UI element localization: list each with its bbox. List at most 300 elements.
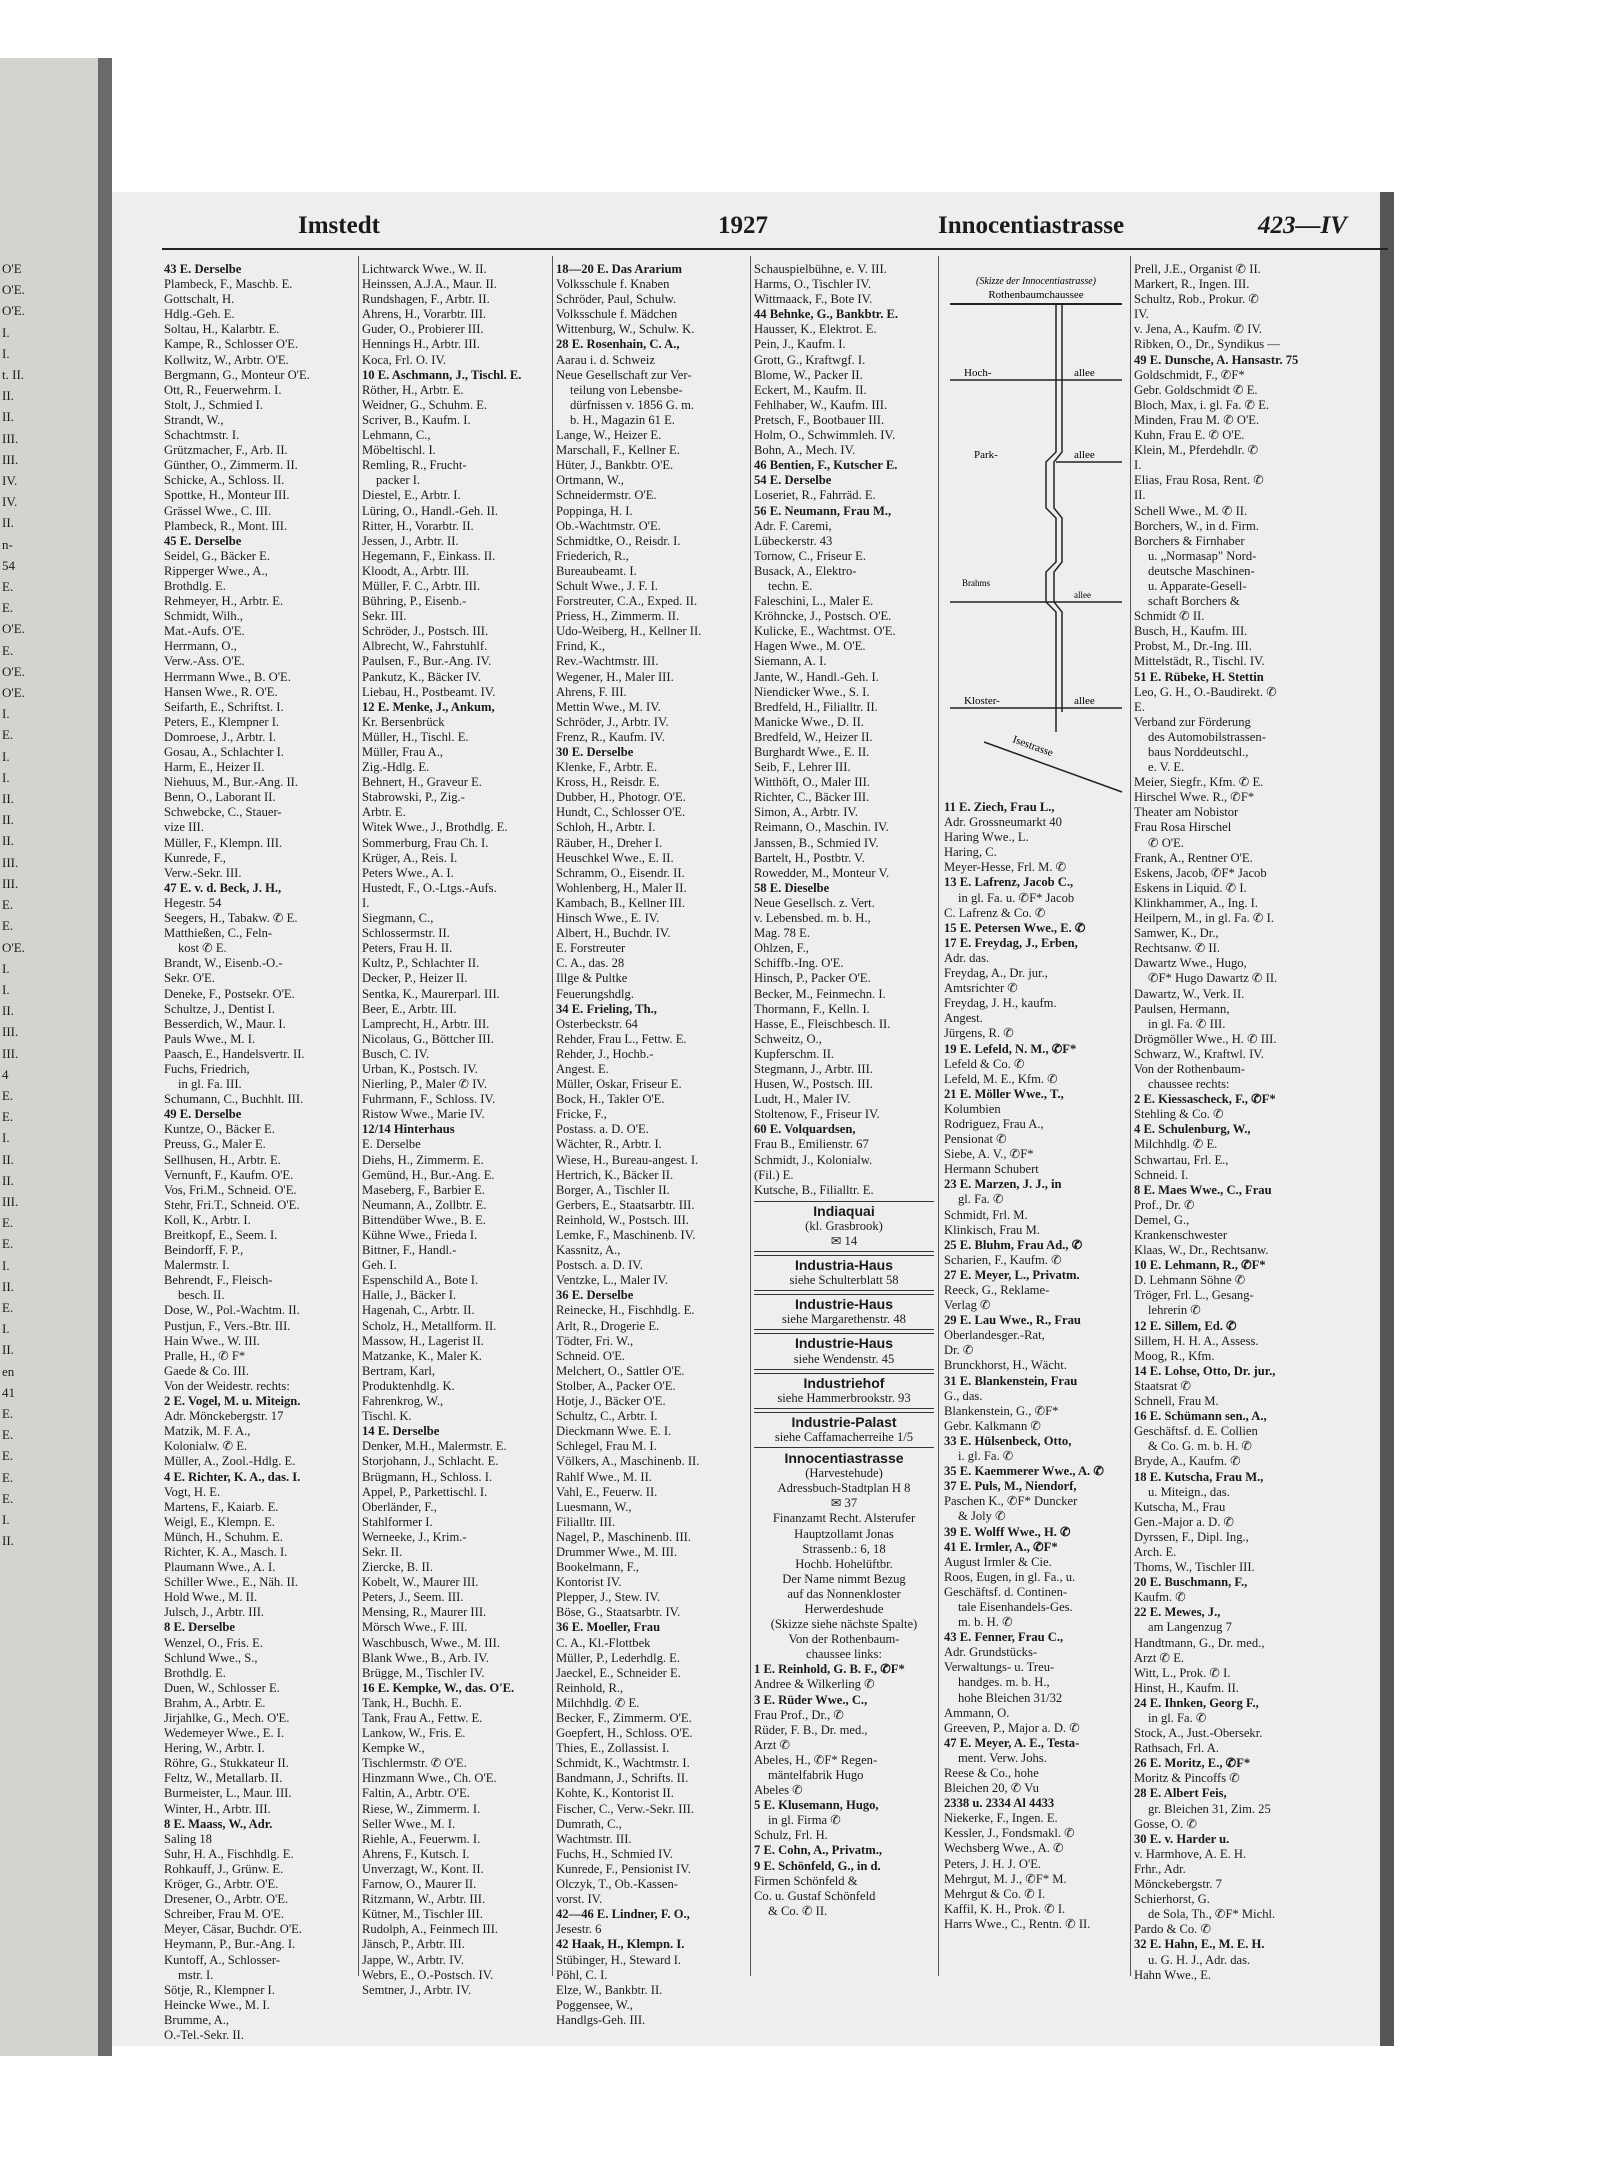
header-year: 1927 (718, 212, 768, 239)
directory-entry: Thies, E., Zollassist. I. (556, 1741, 670, 1756)
directory-entry: Geschäftsf. d. E. Collien (1134, 1424, 1258, 1439)
directory-entry: Frind, K., (556, 639, 605, 654)
directory-entry: Soltau, H., Kalarbtr. E. (164, 322, 280, 337)
directory-entry: Ahrens, F., Kutsch. I. (362, 1846, 470, 1861)
directory-entry: Julsch, J., Arbtr. III. (164, 1605, 265, 1620)
directory-entry: Mag. 78 E. (754, 926, 810, 941)
directory-entry: Jessen, J., Arbtr. II. (362, 533, 459, 548)
directory-entry: Dr. ✆ (944, 1343, 974, 1358)
directory-entry: Fischer, C., Verw.-Sekr. III. (556, 1801, 695, 1816)
map-label-allee: allee (1074, 695, 1095, 707)
directory-entry: Dresener, O., Arbtr. O'E. (164, 1892, 289, 1907)
cross-reference-line: siehe Wendenstr. 45 (793, 1351, 895, 1366)
directory-entry: Simon, A., Arbtr. IV. (754, 805, 859, 820)
directory-entry: Diehs, H., Zimmerm. E. (362, 1152, 484, 1167)
directory-entry: Pustjun, F., Vers.-Btr. III. (164, 1318, 291, 1333)
directory-entry: Schweitz, O., (754, 1031, 822, 1046)
directory-entry: Reinhold, R., (556, 1680, 624, 1695)
directory-entry: Kr. Bersenbrück (362, 714, 445, 729)
directory-entry: Eskens in Liquid. ✆ I. (1134, 880, 1247, 895)
directory-entry: Müller, A., Zool.-Hdlg. E. (164, 1454, 296, 1469)
directory-entry: Pretsch, F., Bootbauer III. (754, 412, 885, 427)
directory-entry: Vahl, E., Feuerw. II. (556, 1484, 658, 1499)
cross-reference-box (754, 1333, 934, 1369)
directory-entry: Tornow, C., Friseur E. (754, 548, 866, 563)
directory-entry: Malermstr. I. (164, 1258, 230, 1273)
directory-entry: Hirschel Wwe. R., ✆F* (1134, 790, 1255, 805)
directory-entry: 22 E. Mewes, J., (1134, 1605, 1221, 1620)
directory-entry: Arzt ✆ (754, 1737, 791, 1752)
left-margin-mark: IV. (2, 494, 18, 510)
column-4 (754, 262, 934, 1980)
left-margin-mark: E. (2, 642, 14, 658)
directory-entry: Reimann, O., Maschin. IV. (754, 820, 889, 835)
directory-entry: Hennings H., Arbtr. III. (362, 337, 480, 352)
directory-entry: hohe Bleichen 31/32 (958, 1690, 1063, 1705)
map-label-brahms: Brahms (962, 578, 990, 588)
directory-entry: Paulsen, F., Bur.-Ang. IV. (362, 654, 492, 669)
directory-entry: Mettin Wwe., M. IV. (556, 699, 661, 714)
directory-entry: Mehrgut & Co. ✆ I. (944, 1886, 1046, 1901)
directory-entry: Haring, C. (944, 845, 997, 860)
directory-entry: Feuerungshdlg. (556, 986, 635, 1001)
left-margin-mark: II. (2, 1151, 14, 1167)
directory-entry: Harms, O., Tischler IV. (754, 277, 871, 292)
left-margin-mark: 4 (2, 1066, 9, 1082)
directory-entry: Kolonialw. ✆ E. (164, 1439, 248, 1454)
directory-entry: Rundshagen, F., Arbtr. II. (362, 292, 490, 307)
directory-entry: mstr. I. (178, 1967, 214, 1982)
directory-entry: Schumann, C., Buchhlt. III. (164, 1092, 304, 1107)
directory-entry: Filialltr. III. (556, 1514, 616, 1529)
directory-entry: Müller, Frau A., (362, 745, 443, 759)
left-margin-mark: II. (2, 1003, 14, 1019)
directory-entry: schaft Borchers & (1148, 594, 1240, 609)
directory-entry: Stabrowski, P., Zig.- (362, 790, 465, 805)
directory-entry: Jante, W., Handl.-Geh. I. (754, 669, 879, 684)
directory-entry: Poggensee, W., (556, 1997, 633, 2012)
directory-entry: Frau Prof., Dr., ✆ (754, 1707, 844, 1722)
directory-entry: G., das. (944, 1388, 983, 1403)
cross-reference-title: Industrie-Haus (794, 1296, 893, 1313)
header-rule (162, 248, 1388, 250)
directory-entry: Hinzmann Wwe., Ch. O'E. (362, 1771, 497, 1786)
directory-entry: 8 E. Derselbe (164, 1620, 235, 1635)
directory-entry: Dumrath, C., (556, 1816, 622, 1831)
directory-entry: Wenzel, O., Fris. E. (164, 1635, 264, 1650)
directory-entry: Hansen Wwe., R. O'E. (164, 684, 278, 699)
directory-entry: Bloch, Max, i. gl. Fa. ✆ E. (1134, 397, 1270, 412)
directory-entry: (Skizze siehe nächste Spalte) (770, 1617, 918, 1632)
directory-entry: Gemünd, H., Bur.-Ang. E. (362, 1167, 495, 1182)
directory-entry: Nierling, P., Maler ✆ IV. (362, 1077, 488, 1092)
directory-entry: Vogt, H. E. (164, 1484, 221, 1499)
directory-entry: Schmidt ✆ II. (1134, 609, 1205, 624)
column-divider (358, 256, 359, 1976)
directory-entry: I. (362, 895, 370, 910)
directory-entry: Becker, M., Feinmechn. I. (754, 986, 886, 1001)
directory-entry: Manicke Wwe., D. II. (754, 714, 864, 729)
directory-entry: Stahlformer I. (362, 1514, 433, 1529)
cross-reference-box (754, 1412, 934, 1448)
directory-entry: Kunrede, F., (164, 850, 226, 865)
directory-entry: Hüter, J., Bankbtr. O'E. (556, 458, 674, 473)
directory-entry: Lefeld & Co. ✆ (944, 1056, 1025, 1071)
directory-entry: Freydag, A., Dr. jur., (944, 966, 1048, 981)
directory-entry: Weigl, E., Klempn. E. (164, 1514, 275, 1529)
directory-entry: Ammann, O. (944, 1705, 1010, 1720)
street-heading: Innocentiastrasse (784, 1450, 904, 1467)
directory-entry: Schneid. I. (1134, 1167, 1189, 1182)
directory-entry: 2 E. Kiessascheck, F., ✆F* (1134, 1092, 1276, 1107)
directory-entry: v. Jena, A., Kaufm. ✆ IV. (1134, 322, 1263, 337)
directory-entry: handges. m. b. H., (958, 1675, 1050, 1690)
directory-entry: Adr. das. (944, 950, 990, 965)
directory-entry: 51 E. Rübeke, H. Stettin (1134, 669, 1264, 684)
directory-entry: Espenschild A., Bote I. (362, 1273, 479, 1288)
directory-entry: 19 E. Lefeld, N. M., ✆F* (944, 1041, 1077, 1056)
directory-entry: & Joly ✆ (958, 1509, 1006, 1524)
directory-entry: Gosau, A., Schlachter I. (164, 745, 284, 759)
directory-entry: Seller Wwe., M. I. (362, 1816, 456, 1831)
directory-entry: Schneid. O'E. (556, 1348, 626, 1363)
left-margin-mark: E. (2, 600, 14, 616)
directory-entry: Preuss, G., Maler E. (164, 1137, 266, 1152)
header-page-number: 423—IV (1258, 212, 1347, 239)
directory-entry: Burmeister, L., Maur. III. (164, 1786, 292, 1801)
directory-entry: Stehr, Fri.T., Schneid. O'E. (164, 1197, 300, 1212)
directory-entry: Schult Wwe., J. F. I. (556, 578, 658, 593)
directory-entry: Albert, H., Buchdr. IV. (556, 926, 671, 941)
directory-entry: Schreiber, Frau M. O'E. (164, 1907, 284, 1922)
map-label-allee: allee (1074, 367, 1095, 379)
directory-entry: Mittelstädt, R., Tischl. IV. (1134, 654, 1265, 669)
directory-entry: 14 E. Lohse, Otto, Dr. jur., (1134, 1363, 1276, 1378)
directory-entry: Böse, G., Staatsarbtr. IV. (556, 1605, 681, 1620)
directory-entry: u. Apparate-Gesell- (1148, 578, 1247, 593)
directory-entry: Rüder, F. B., Dr. med., (754, 1722, 868, 1737)
left-margin-mark: II. (2, 388, 14, 404)
directory-entry: Fricke, F., (556, 1107, 607, 1122)
directory-entry: Greeven, P., Major a. D. ✆ (944, 1720, 1080, 1735)
cross-reference-line: (kl. Grasbrook) (805, 1218, 883, 1233)
directory-entry: Herrmann Wwe., B. O'E. (164, 669, 291, 684)
directory-entry: Gebr. Kalkmann ✆ (944, 1418, 1041, 1433)
directory-entry: Wohlenberg, H., Maler II. (556, 880, 687, 895)
left-margin-mark: O'E. (2, 282, 25, 298)
directory-entry: C. A., Kl.-Flottbek (556, 1635, 651, 1650)
directory-entry: Scriver, B., Kaufm. I. (362, 412, 471, 427)
left-margin-mark: II. (2, 1533, 14, 1549)
directory-entry: Fuchs, Friedrich, (164, 1061, 250, 1076)
directory-entry: Drummer Wwe., M. III. (556, 1544, 678, 1559)
directory-entry: v. Harmhove, A. E. H. (1134, 1846, 1247, 1861)
directory-entry: D. Lehmann Söhne ✆ (1134, 1273, 1246, 1288)
directory-entry: Meyer, Cäsar, Buchdr. O'E. (164, 1922, 303, 1937)
directory-entry: Vos, Fri.M., Schneid. O'E. (164, 1182, 297, 1197)
directory-entry: dürfnissen v. 1856 G. m. (570, 397, 695, 412)
directory-entry: 35 E. Kaemmerer Wwe., A. ✆ (944, 1464, 1104, 1479)
directory-entry: 49 E. Dunsche, A. Hansastr. 75 (1134, 352, 1299, 367)
directory-entry: teilung von Lebensbe- (570, 382, 683, 397)
directory-entry: Sommerburg, Frau Ch. I. (362, 835, 489, 850)
directory-entry: Pensionat ✆ (944, 1132, 1007, 1147)
directory-entry: Ahrens, F. III. (556, 684, 627, 699)
directory-entry: (Fil.) E. (754, 1167, 794, 1182)
directory-entry: Jirjahlke, G., Mech. O'E. (164, 1711, 290, 1725)
directory-entry: Peters, Frau H. II. (362, 941, 453, 956)
directory-entry: Frau Rosa Hirschel (1134, 820, 1232, 835)
directory-entry: Deneke, F., Postsekr. O'E. (164, 986, 295, 1001)
left-margin-mark: E. (2, 1299, 14, 1315)
directory-entry: besch. II. (178, 1288, 225, 1303)
directory-entry: u. „Normasap" Nord- (1148, 548, 1257, 563)
directory-entry: Heuschkel Wwe., E. II. (556, 850, 674, 865)
directory-entry: Sellhusen, H., Arbtr. E. (164, 1152, 281, 1167)
directory-entry: Schwebcke, C., Stauer- (164, 805, 282, 820)
directory-entry: Breitkopf, E., Seem. I. (164, 1228, 278, 1242)
directory-entry: Matzanke, K., Maler K. (362, 1348, 482, 1363)
left-margin-mark: E. (2, 1405, 14, 1421)
map-label-allee: allee (1074, 449, 1095, 461)
directory-entry: Werneeke, J., Krim.- (362, 1529, 467, 1544)
directory-entry: Hain Wwe., W. III. (164, 1333, 260, 1348)
directory-entry: Holm, O., Schwimmleh. IV. (754, 428, 896, 443)
directory-entry: Schulz, Frl. H. (754, 1828, 828, 1843)
directory-entry: I. (1134, 458, 1142, 473)
left-margin-mark: I. (2, 1321, 10, 1337)
left-margin-mark: I. (2, 1130, 10, 1146)
directory-entry: Ludt, H., Maler IV. (754, 1092, 851, 1107)
directory-entry: Siegmann, C., (362, 911, 434, 926)
directory-entry: Zig.-Hdlg. E. (362, 760, 430, 775)
directory-entry: Hotje, J., Bäcker O'E. (556, 1394, 666, 1409)
cross-reference-line: siehe Caffamacherreihe 1/5 (774, 1429, 914, 1444)
directory-entry: Thoms, W., Tischler III. (1134, 1560, 1255, 1575)
header-first-name: Imstedt (298, 212, 380, 239)
book-gutter (98, 58, 112, 2056)
directory-entry: Reeck, G., Reklame- (944, 1283, 1050, 1297)
directory-entry: Plambeck, F., Maschb. E. (164, 277, 293, 292)
directory-entry: Pardo & Co. ✆ (1134, 1922, 1212, 1937)
directory-entry: Bock, H., Takler O'E. (556, 1092, 665, 1107)
directory-entry: Hagen Wwe., M. O'E. (754, 639, 866, 654)
directory-entry: Herwerdeshude (804, 1601, 884, 1616)
cross-reference-title: Industrie-Palast (791, 1413, 897, 1430)
directory-entry: Heinssen, A.J.A., Maur. II. (362, 277, 498, 292)
directory-entry: Riese, W., Zimmerm. I. (362, 1801, 481, 1816)
directory-entry: Kühne Wwe., Frieda I. (362, 1228, 478, 1242)
directory-entry: Nicolaus, G., Böttcher III. (362, 1031, 494, 1046)
directory-entry: Arlt, R., Drogerie E. (556, 1318, 660, 1333)
directory-entry: Decker, P., Heizer II. (362, 971, 468, 986)
directory-entry: 31 E. Blankenstein, Frau (944, 1373, 1078, 1388)
directory-entry: Goepfert, H., Schloss. O'E. (556, 1726, 693, 1741)
left-margin-mark: E. (2, 1427, 14, 1443)
left-margin-mark: t. II. (2, 367, 25, 383)
left-margin-mark: E. (2, 1236, 14, 1252)
directory-entry: Lefeld, M. E., Kfm. ✆ (944, 1071, 1058, 1086)
directory-entry: Grützmacher, F., Arb. II. (164, 443, 288, 458)
directory-entry: Rechtsanw. ✆ II. (1134, 941, 1220, 956)
directory-entry: & Co. ✆ II. (768, 1903, 828, 1918)
directory-entry: Jänsch, P., Arbtr. III. (362, 1937, 465, 1952)
left-margin-mark: 54 (2, 557, 15, 573)
left-margin-mark: II. (2, 515, 14, 531)
left-margin-mark: II. (2, 1172, 14, 1188)
directory-entry: Von der Rothenbaum- (1134, 1061, 1245, 1076)
directory-entry: Prell, J.E., Organist ✆ II. (1134, 262, 1261, 276)
directory-entry: in gl. Fa. ✆ (1148, 1711, 1207, 1725)
directory-entry: Plepper, J., Stew. IV. (556, 1590, 661, 1605)
directory-entry: Schmidt, K., Wachtmstr. I. (556, 1756, 690, 1771)
directory-entry: 27 E. Meyer, L., Privatm. (944, 1267, 1080, 1282)
directory-entry: Kunrede, F., Pensionist IV. (556, 1861, 691, 1876)
directory-entry: Schneidermstr. O'E. (556, 488, 657, 503)
directory-entry: Suhr, H. A., Fischhdlg. E. (164, 1846, 294, 1861)
left-margin-mark: II. (2, 833, 14, 849)
cross-reference-sub: ✉ 14 (830, 1234, 858, 1248)
directory-entry: Hauptzollamt Jonas (794, 1526, 894, 1541)
left-margin-mark: n- (2, 536, 13, 552)
left-margin-mark: II. (2, 1342, 14, 1358)
directory-entry: Heymann, P., Bur.-Ang. I. (164, 1937, 296, 1952)
directory-entry: Kolumbien (944, 1101, 1001, 1116)
page-right-edge (1380, 192, 1394, 2046)
directory-entry: Gebr. Goldschmidt ✆ E. (1134, 382, 1258, 397)
directory-entry: Sötje, R., Klempner I. (164, 1982, 275, 1997)
cross-reference-box (754, 1373, 934, 1409)
directory-entry: Wegener, H., Maler III. (556, 669, 674, 684)
directory-entry: Pöhl, C. I. (556, 1967, 608, 1982)
left-margin-mark: III. (2, 875, 19, 891)
directory-entry: Kulicke, E., Wachtmst. O'E. (754, 624, 896, 639)
directory-entry: Diestel, E., Arbtr. I. (362, 488, 461, 503)
directory-entry: Müller, F., Klempn. III. (164, 835, 283, 850)
directory-entry: 4 E. Richter, K. A., das. I. (164, 1469, 301, 1484)
directory-entry: Frau B., Emilienstr. 67 (754, 1137, 869, 1152)
directory-entry: 12 E. Sillem, Ed. ✆ (1134, 1318, 1237, 1333)
page-header (298, 212, 1428, 250)
directory-entry: vize III. (164, 820, 204, 835)
directory-entry: Heilpern, M., in gl. Fa. ✆ I. (1134, 911, 1274, 926)
directory-entry: 28 E. Albert Feis, (1134, 1786, 1227, 1801)
directory-entry: Siemann, A. I. (754, 654, 827, 669)
directory-entry: Bureaubeamt. I. (556, 563, 637, 578)
directory-entry: Tödter, Fri. W., (556, 1333, 634, 1348)
directory-entry: Adressbuch-Stadtplan H 8 (777, 1481, 911, 1496)
directory-entry: Hinst, H., Kaufm. II. (1134, 1680, 1239, 1695)
directory-entry: Reese & Co., hohe (944, 1766, 1039, 1780)
left-margin-mark: E. (2, 1087, 14, 1103)
directory-entry: Kutsche, B., Filialltr. E. (754, 1182, 874, 1197)
directory-entry: tale Eisenhandels-Ges. (958, 1599, 1073, 1614)
directory-entry: Loseriet, R., Fahrräd. E. (754, 488, 876, 503)
directory-entry: Jürgens, R. ✆ (944, 1026, 1014, 1041)
directory-entry: Pankutz, K., Bäcker IV. (362, 669, 482, 684)
directory-entry: Richter, C., Bäcker III. (754, 790, 870, 805)
directory-entry: Schmidt, J., Kolonialw. (754, 1152, 873, 1167)
directory-entry: 5 E. Klusemann, Hugo, (754, 1798, 879, 1813)
directory-entry: 9 E. Schönfeld, G., in d. (754, 1858, 881, 1873)
directory-entry: Lichtwarck Wwe., W. II. (362, 262, 487, 276)
directory-entry: Ventzke, L., Maler IV. (556, 1273, 669, 1288)
directory-entry: b. H., Magazin 61 E. (570, 412, 675, 427)
directory-entry: C. A., das. 28 (556, 956, 625, 971)
cross-reference-title: Industriehof (803, 1374, 885, 1391)
directory-entry: Hertrich, K., Bäcker II. (556, 1167, 674, 1182)
directory-entry: Kempke W., (362, 1741, 425, 1756)
directory-entry: II. (1134, 488, 1146, 503)
directory-entry: Frhr., Adr. (1134, 1861, 1186, 1876)
directory-entry: Melchert, O., Sattler O'E. (556, 1363, 685, 1378)
directory-entry: Firmen Schönfeld & (754, 1873, 858, 1888)
left-margin-mark: 41 (2, 1384, 15, 1400)
directory-entry: Moritz & Pincoffs ✆ (1134, 1771, 1240, 1786)
left-margin-mark: I. (2, 981, 10, 997)
left-margin-mark: I. (2, 769, 10, 785)
left-margin-mark: III. (2, 854, 19, 870)
directory-entry: 33 E. Hülsenbeck, Otto, (944, 1433, 1072, 1448)
directory-entry: Hermann Schubert (944, 1162, 1039, 1177)
directory-entry: Meier, Siegfr., Kfm. ✆ E. (1134, 775, 1264, 790)
directory-entry: 8 E. Maes Wwe., C., Frau (1134, 1182, 1272, 1197)
directory-entry: Busch, C. IV. (362, 1046, 430, 1061)
directory-entry: 44 Behnke, G., Bankbtr. E. (754, 307, 899, 322)
left-margin-mark: I. (2, 1257, 10, 1273)
directory-entry: Schwartau, Frl. E., (1134, 1152, 1229, 1167)
directory-entry: u. Miteign., das. (1148, 1484, 1230, 1499)
directory-entry: Krüger, A., Reis. I. (362, 850, 458, 865)
directory-entry: 17 E. Freydag, J., Erben, (944, 935, 1078, 950)
directory-entry: Hustedt, F., O.-Ltgs.-Aufs. (362, 880, 497, 895)
directory-entry: Borchers, W., in d. Firm. (1134, 518, 1259, 533)
directory-entry: (Harvestehude) (805, 1466, 883, 1481)
column-3 (556, 262, 746, 2027)
directory-entry: O.-Tel.-Sekr. II. (164, 2027, 244, 2042)
directory-entry: Bredfeld, H., Filialltr. II. (754, 699, 878, 714)
directory-entry: Lübeckerstr. 43 (754, 533, 833, 548)
directory-entry: 30 E. v. Harder u. (1134, 1831, 1230, 1846)
directory-entry: Vernunft, F., Kaufm. O'E. (164, 1167, 294, 1182)
directory-entry: Maseberg, F., Barbier E. (362, 1182, 485, 1197)
directory-entry: Storjohann, J., Schlacht. E. (362, 1454, 499, 1469)
left-margin-mark: III. (2, 1024, 19, 1040)
directory-entry: Schultze, J., Dentist I. (164, 1001, 275, 1016)
directory-entry: Rehder, J., Hochb.- (556, 1046, 654, 1061)
map-innocentia-line (1046, 304, 1056, 732)
directory-entry: Bartelt, H., Postbtr. V. (754, 850, 865, 865)
directory-entry: Gerbers, E., Staatsarbtr. III. (556, 1197, 695, 1212)
directory-entry: Luesmann, W., (556, 1499, 632, 1514)
directory-entry: in gl. Fa. III. (178, 1077, 242, 1092)
directory-entry: Klein, M., Pferdehdlr. ✆ (1134, 443, 1259, 458)
directory-entry: Jappe, W., Arbtr. IV. (362, 1952, 464, 1967)
directory-entry: Kupferschm. II. (754, 1046, 835, 1061)
directory-entry: Schramm, O., Eisendr. II. (556, 865, 685, 880)
directory-entry: packer I. (376, 473, 421, 488)
directory-entry: 26 E. Moritz, E., ✆F* (1134, 1756, 1251, 1771)
directory-entry: Ott, R., Feuerwehrm. I. (164, 382, 282, 397)
directory-entry: 20 E. Buschmann, F., (1134, 1575, 1248, 1590)
directory-entry: Leo, G. H., O.-Baudirekt. ✆ (1134, 684, 1277, 699)
directory-entry: Schmidtke, O., Reisdr. I. (556, 533, 681, 548)
directory-entry: Kutscha, M., Frau (1134, 1499, 1226, 1514)
directory-entry: 37 E. Puls, M., Niendorf, (944, 1479, 1077, 1494)
column-divider (552, 256, 553, 1976)
cross-reference-box (754, 1294, 934, 1330)
directory-entry: Hausser, K., Elektrot. E. (754, 322, 877, 337)
